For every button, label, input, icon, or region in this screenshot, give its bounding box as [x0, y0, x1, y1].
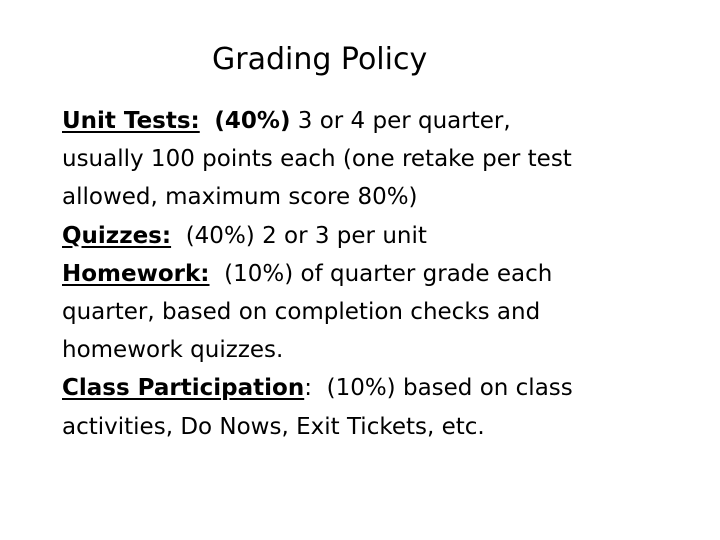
quizzes-text: (40%) 2 or 3 per unit	[171, 222, 427, 249]
unit-tests-line-3: allowed, maximum score 80%)	[62, 184, 418, 211]
unit-tests-line-1	[62, 102, 682, 140]
quizzes-line	[62, 217, 682, 255]
homework-line-3: homework quizzes.	[62, 337, 284, 364]
homework-text: (10%) of quarter grade each	[209, 260, 553, 287]
unit-tests-line-2: usually 100 points each (one retake per test	[62, 146, 572, 173]
participation-text: : (10%) based on class	[304, 375, 573, 402]
unit-tests-text: 3 or 4 per quarter,	[290, 108, 511, 134]
homework-line-1	[62, 255, 682, 293]
homework-label: Homework:	[62, 260, 210, 287]
homework-line-2: quarter, based on completion checks and	[62, 299, 541, 326]
unit-tests-weight: (40%)	[214, 108, 291, 134]
participation-line-2: activities, Do Nows, Exit Tickets, etc.	[62, 413, 485, 440]
unit-tests-label: Unit Tests:	[62, 108, 200, 134]
participation-label: Class Participation	[62, 375, 305, 402]
grading-policy-body	[62, 102, 682, 446]
slide-title: Grading Policy	[212, 42, 428, 77]
quizzes-label: Quizzes:	[62, 222, 172, 249]
participation-line-1	[62, 369, 682, 407]
